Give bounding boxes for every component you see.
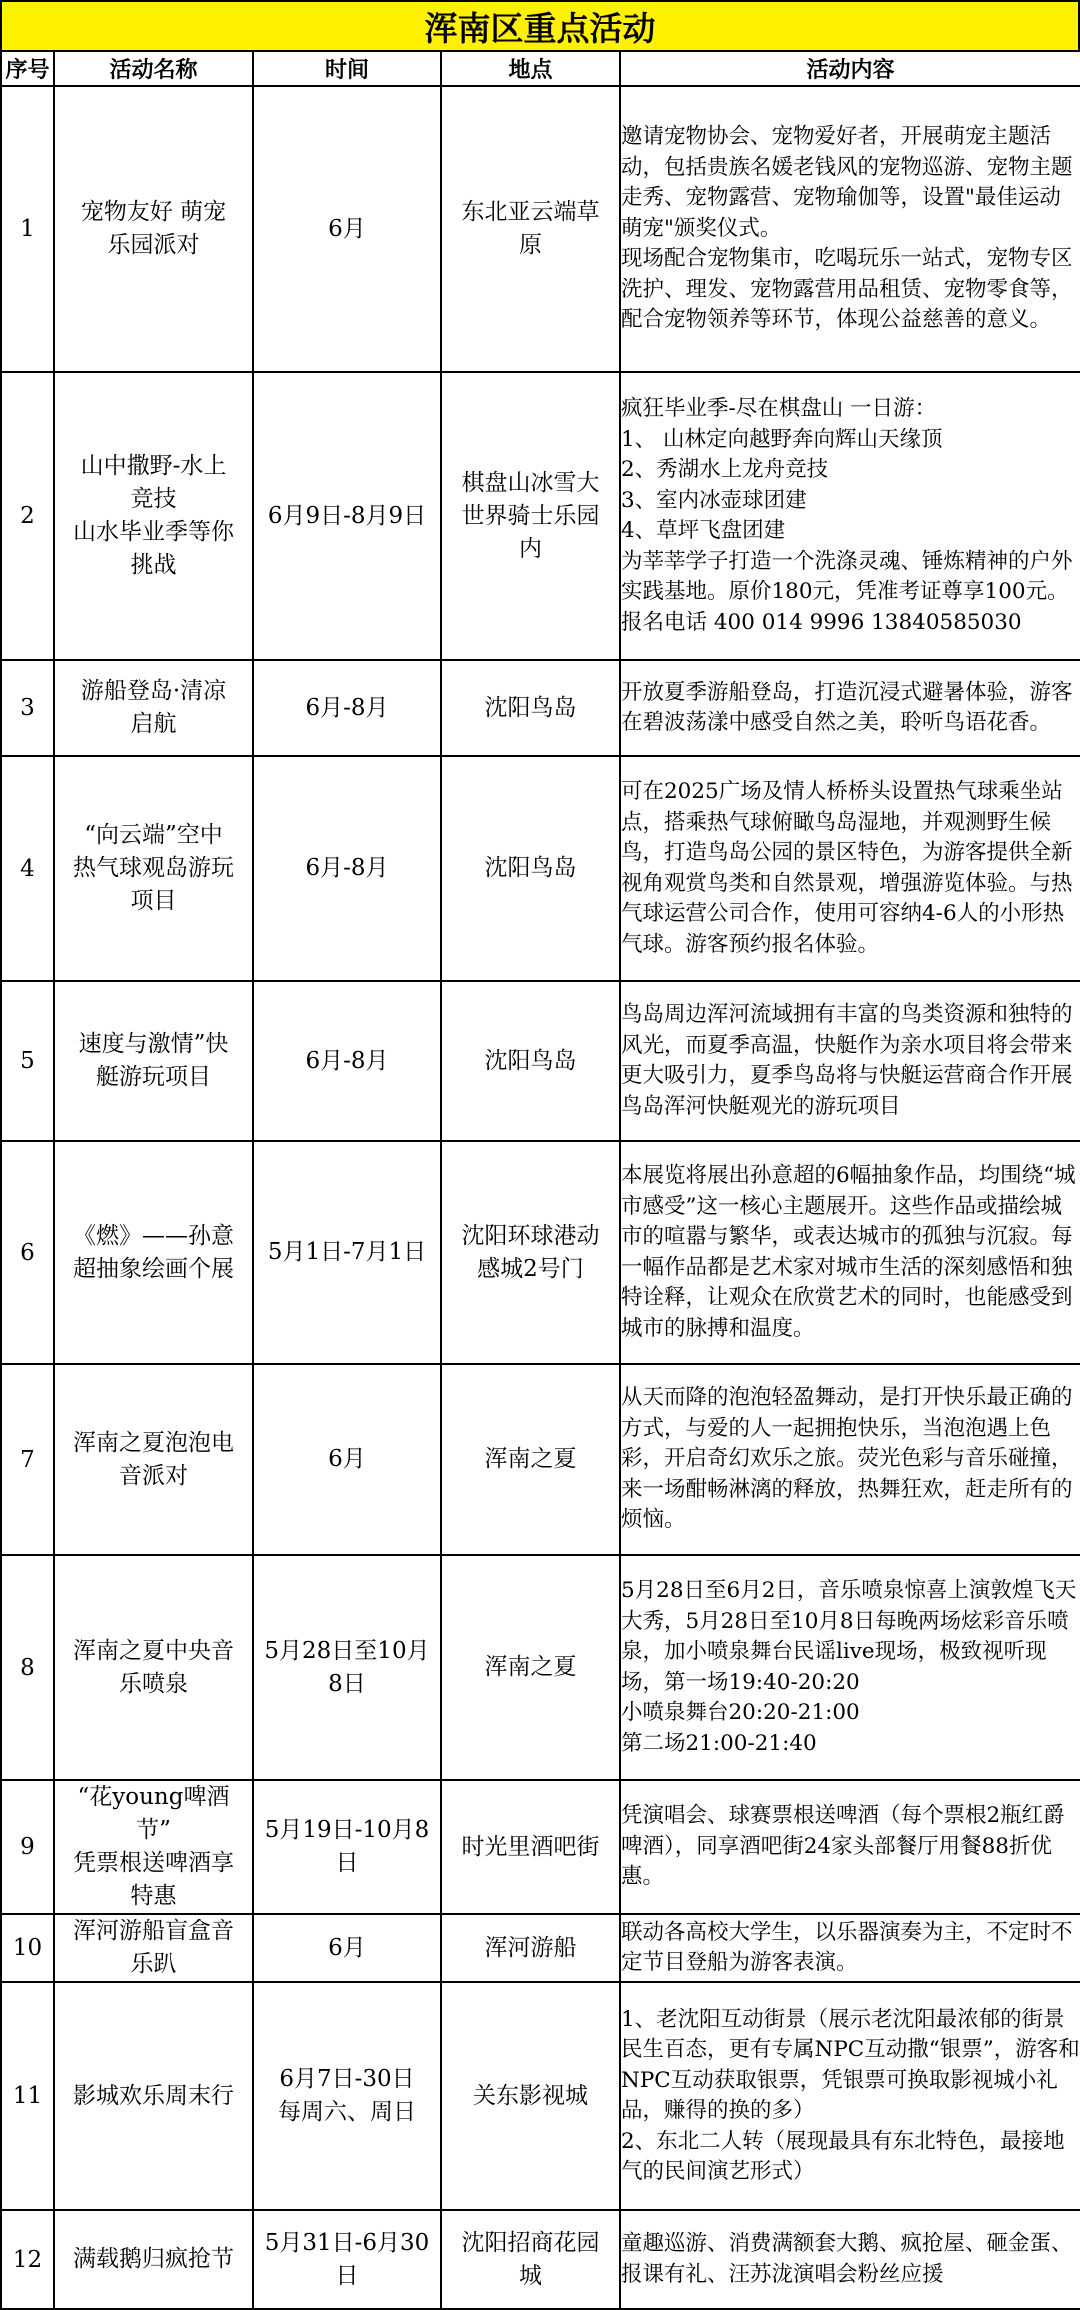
table-row: [1, 1914, 1080, 1982]
event-time: 6月-8月: [253, 981, 441, 1141]
sheet-title: 浑南区重点活动: [0, 0, 1080, 52]
event-place: 沈阳环球港动 感城2号门: [441, 1141, 620, 1364]
event-time: 5月28日至10月 8日: [253, 1555, 441, 1780]
event-content: 邀请宠物协会、宠物爱好者，开展萌宠主题活动，包括贵族名媛老钱风的宠物巡游、宠物主题走秀、宠物露营、宠物瑜伽等，设置"最佳运动萌宠"颁奖仪式。 现场配合宠物集市，吃喝玩乐一站式，宠物专区洗护、理发、宠物露营用品租赁、宠物零食等，配合宠物领养等环节，体现公益慈善的意义。: [620, 86, 1080, 372]
event-name: “向云端”空中 热气球观岛游玩 项目: [54, 756, 253, 981]
event-time: 6月-8月: [253, 660, 441, 756]
event-time: 6月7日-30日 每周六、周日: [253, 1982, 441, 2210]
event-place: 东北亚云端草 原: [441, 86, 620, 372]
header-no: 序号: [1, 51, 54, 86]
event-number: 6: [1, 1141, 54, 1364]
event-content: 疯狂毕业季-尽在棋盘山 一日游： 1、 山林定向越野奔向辉山天缘顶 2、秀湖水上龙舟竞技 3、室内冰壶球团建 4、草坪飞盘团建 为莘莘学子打造一个洗涤灵魂、锤炼精神的户外实践基地。原价180元，凭准考证尊享100元。报名电话 400 014 9996 13840585030: [620, 372, 1080, 660]
table-row: [1, 1555, 1080, 1780]
event-number: 2: [1, 372, 54, 660]
event-name: 游船登岛·清凉 启航: [54, 660, 253, 756]
event-time: 5月31日-6月30 日: [253, 2210, 441, 2309]
events-body: [1, 86, 1080, 2309]
event-number: 4: [1, 756, 54, 981]
event-place: 沈阳招商花园 城: [441, 2210, 620, 2309]
events-table: [0, 50, 1080, 2310]
event-number: 8: [1, 1555, 54, 1780]
event-place: 棋盘山冰雪大 世界骑士乐园 内: [441, 372, 620, 660]
event-time: 5月1日-7月1日: [253, 1141, 441, 1364]
event-content: 可在2025广场及情人桥桥头设置热气球乘坐站点，搭乘热气球俯瞰鸟岛湿地，并观测野生候鸟，打造鸟岛公园的景区特色，为游客提供全新视角观赏鸟类和自然景观，增强游览体验。与热气球运营公司合作，使用可容纳4-6人的小形热气球。游客预约报名体验。: [620, 756, 1080, 981]
table-row: [1, 756, 1080, 981]
event-name: 速度与激情”快 艇游玩项目: [54, 981, 253, 1141]
header-row: [1, 51, 1080, 86]
event-name: 浑南之夏中央音 乐喷泉: [54, 1555, 253, 1780]
event-number: 9: [1, 1780, 54, 1914]
table-row: [1, 2210, 1080, 2309]
event-place: 浑南之夏: [441, 1364, 620, 1555]
event-time: 6月: [253, 1364, 441, 1555]
event-number: 5: [1, 981, 54, 1141]
event-content: 1、老沈阳互动街景（展示老沈阳最浓郁的街景民生百态，更有专属NPC互动撒“银票”，游客和NPC互动获取银票，凭银票可换取影视城小礼品，赚得的换的多） 2、东北二人转（展现最具有东北特色，最接地气的民间演艺形式）: [620, 1982, 1080, 2210]
table-row: [1, 660, 1080, 756]
event-place: 浑河游船: [441, 1914, 620, 1982]
event-name: 宠物友好 萌宠 乐园派对: [54, 86, 253, 372]
event-time: 6月9日-8月9日: [253, 372, 441, 660]
event-number: 3: [1, 660, 54, 756]
event-number: 12: [1, 2210, 54, 2309]
header-content: 活动内容: [620, 51, 1080, 86]
event-place: 沈阳鸟岛: [441, 756, 620, 981]
event-place: 沈阳鸟岛: [441, 660, 620, 756]
event-time: 6月-8月: [253, 756, 441, 981]
event-name: “花young啤酒 节” 凭票根送啤酒享 特惠: [54, 1780, 253, 1914]
event-name: 浑南之夏泡泡电 音派对: [54, 1364, 253, 1555]
event-number: 10: [1, 1914, 54, 1982]
table-row: [1, 1982, 1080, 2210]
table-row: [1, 372, 1080, 660]
event-content: 联动各高校大学生，以乐器演奏为主，不定时不定节目登船为游客表演。: [620, 1914, 1080, 1982]
header-time: 时间: [253, 51, 441, 86]
event-content: 5月28日至6月2日，音乐喷泉惊喜上演敦煌飞天大秀，5月28日至10月8日每晚两场炫彩音乐喷泉，加小喷泉舞台民谣live现场，极致视听现场，第一场19:40-20:20 小喷泉舞台20:20-21:00 第二场21:00-21:40: [620, 1555, 1080, 1780]
event-name: 影城欢乐周末行: [54, 1982, 253, 2210]
event-number: 1: [1, 86, 54, 372]
event-number: 11: [1, 1982, 54, 2210]
event-time: 5月19日-10月8 日: [253, 1780, 441, 1914]
event-name: 山中撒野-水上 竞技 山水毕业季等你 挑战: [54, 372, 253, 660]
event-content: 从天而降的泡泡轻盈舞动，是打开快乐最正确的方式，与爱的人一起拥抱快乐，当泡泡遇上色彩，开启奇幻欢乐之旅。荧光色彩与音乐碰撞，来一场酣畅淋漓的释放，热舞狂欢，赶走所有的烦恼。: [620, 1364, 1080, 1555]
event-time: 6月: [253, 86, 441, 372]
event-time: 6月: [253, 1914, 441, 1982]
table-row: [1, 1364, 1080, 1555]
event-place: 浑南之夏: [441, 1555, 620, 1780]
event-content: 开放夏季游船登岛，打造沉浸式避暑体验，游客在碧波荡漾中感受自然之美，聆听鸟语花香。: [620, 660, 1080, 756]
table-row: [1, 981, 1080, 1141]
event-content: 凭演唱会、球赛票根送啤酒（每个票根2瓶红爵啤酒），同享酒吧街24家头部餐厅用餐88折优惠。: [620, 1780, 1080, 1914]
event-name: 满载鹅归疯抢节: [54, 2210, 253, 2309]
event-content: 鸟岛周边浑河流域拥有丰富的鸟类资源和独特的风光，而夏季高温，快艇作为亲水项目将会带来更大吸引力，夏季鸟岛将与快艇运营商合作开展鸟岛浑河快艇观光的游玩项目: [620, 981, 1080, 1141]
header-name: 活动名称: [54, 51, 253, 86]
table-row: [1, 1141, 1080, 1364]
event-content: 本展览将展出孙意超的6幅抽象作品，均围绕“城市感受”这一核心主题展开。这些作品或描绘城市的喧嚣与繁华，或表达城市的孤独与沉寂。每一幅作品都是艺术家对城市生活的深刻感悟和独特诠释，让观众在欣赏艺术的同时，也能感受到城市的脉搏和温度。: [620, 1141, 1080, 1364]
header-place: 地点: [441, 51, 620, 86]
event-place: 沈阳鸟岛: [441, 981, 620, 1141]
event-number: 7: [1, 1364, 54, 1555]
event-place: 关东影视城: [441, 1982, 620, 2210]
event-content: 童趣巡游、消费满额套大鹅、疯抢屋、砸金蛋、报课有礼、汪苏泷演唱会粉丝应援: [620, 2210, 1080, 2309]
event-place: 时光里酒吧街: [441, 1780, 620, 1914]
table-row: [1, 86, 1080, 372]
event-name: 浑河游船盲盒音 乐趴: [54, 1914, 253, 1982]
event-name: 《燃》——孙意 超抽象绘画个展: [54, 1141, 253, 1364]
table-row: [1, 1780, 1080, 1914]
